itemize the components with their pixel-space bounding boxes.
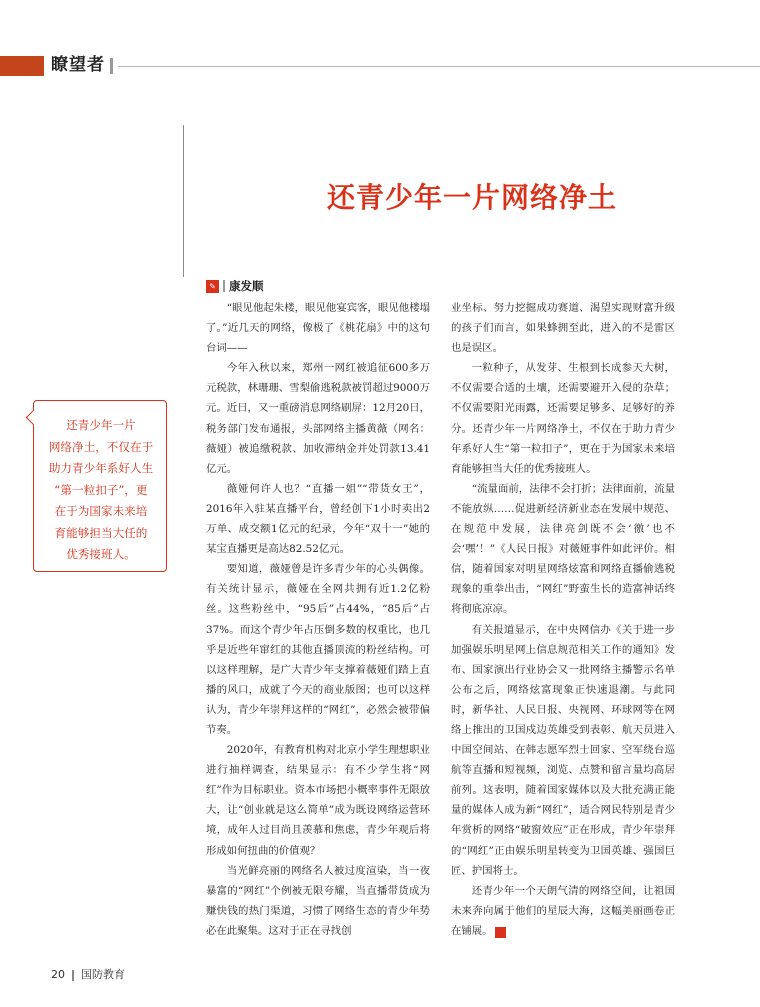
paragraph: 今年入秋以来，郑州一网红被追征600多万元税款，林珊珊、雪梨偷逃税款被罚超过9000万元。近日，又一重磅消息网络刷屏：12月20日，税务部门发布通报，头部网络主播黄薇（网名：薇娅）被追缴税款、加收滞纳金并处罚款13.41亿元。 <box>206 362 430 475</box>
pull-quote <box>33 400 167 572</box>
pull-quote-line: 助力青少年系好人生 <box>48 461 154 475</box>
byline <box>206 279 264 293</box>
pull-quote-line: 优秀接班人。 <box>66 547 136 561</box>
page-number: 20 <box>51 968 65 981</box>
pull-quote-line: 育能够担当大任的 <box>54 525 148 540</box>
paragraph: 业坐标、努力挖掘成功赛道、渴望实现财富升级的孩子们而言，如果蜂拥至此，进入的不是雷区也是误区。 <box>451 302 675 355</box>
section-name: 国防教育 <box>81 968 125 981</box>
pull-quote-line: 网络净土，不仅在于 <box>48 439 154 454</box>
paragraph: 一粒种子，从发芽、生根到长成参天大树，不仅需要合适的土壤，还需要避开入侵的杂草；不仅需要阳光雨露，还需要足够多、足够好的养分。还青少年一片网络净土，不仅在于助力青少年系好人生“第一粒扣子”，更在于为国家未来培育能够担当大任的优秀接班人。 <box>451 362 675 475</box>
article-column-left <box>206 298 430 941</box>
paragraph: 2020年，有教育机构对北京小学生理想职业进行抽样调查，结果显示：有不少学生将“网红”作为目标职业。资本市场把小概率事件无限放大，让“创业就是这么简单”成为既设网络运营环境，成年人过目尚且羡慕和焦虑，青少年观后将形成如何扭曲的价值观？ <box>206 744 430 857</box>
article-title: 还青少年一片网络净土 <box>326 181 617 214</box>
paragraph: “眼见他起朱楼，眼见他宴宾客，眼见他楼塌了。”近几天的网络，像极了《桃花扇》中的这句台词—— <box>206 302 430 355</box>
paragraph <box>451 881 675 941</box>
paragraph-text: 还青少年一个天朗气清的网络空间，让祖国未来奔向属于他们的星辰大海，这幅美丽画卷正在铺展。 <box>451 884 675 937</box>
pull-quote-line: “第一粒扣子”，更 <box>54 482 148 497</box>
paragraph: “流量面前，法律不会打折；法律面前，流量不能放纵……促进新经济新业态在发展中规范、在规范中发展，法律亮剑既不会‘徼’也不会‘嘿’！”《人民日报》对薇娅事件如此评价。相信，随着国家对明星网络炫富和网络直播偷逃税现象的重拳出击，“网红”野蛮生长的造富神话终将彻底凉凉。 <box>451 482 675 616</box>
end-mark-icon: G <box>495 927 506 938</box>
byline-separator <box>223 280 225 292</box>
page-footer <box>51 968 125 982</box>
footer-separator <box>72 970 74 981</box>
pen-icon: ✎ <box>206 280 219 293</box>
paragraph: 薇娅何许人也？“直播一姐”“带货女王”，2016年入驻某直播平台，曾经创下1小时卖出2万单、成交额1亿元的纪录，今年“双十一”她的某宝直播更是高达82.52亿元。 <box>206 482 430 556</box>
paragraph: 有关报道显示，在中央网信办《关于进一步加强娱乐明星网上信息规范相关工作的通知》发布、国家演出行业协会又一批网络主播警示名单公布之后，网络炫富现象正快速退潮。与此同时，新华社、人民日报、央视网、环球网等在网络上推出的卫国戍边英雄受到表彰、航天员进入中国空间站、在韩志愿军烈士回家、空军绕台巡航等直播和短视频，浏览、点赞和留言量均高居前列。这表明，随着国家媒体以及大批充满正能量的媒体人成为新“网红”，适合网民特别是青少年赏析的网络“破窗效应”正在形成，青少年崇拜的“网红”正由娱乐明星转变为卫国英雄、强国巨匠、护国将士。 <box>451 623 675 877</box>
header-accent-bar <box>0 56 44 76</box>
pull-quote-line: 还青少年一片 <box>66 418 136 432</box>
paragraph: 当光鲜亮丽的网络名人被过度渲染，当一夜暴富的“网红”个例被无限夸耀，当直播带货成为赚快钱的热门渠道，习惯了网络生态的青少年势必在此聚集。这对于正在寻找创 <box>206 864 430 937</box>
author-name: 康发顺 <box>229 279 264 293</box>
header-separator <box>110 58 113 74</box>
paragraph: 要知道，薇娅曾是许多青少年的心头偶像。有关统计显示，薇娅在全网共拥有近1.2亿粉丝。这些粉丝中，“95后”占44%，“85后”占37%。而这个青少年占压倒多数的权重比，也几乎是近些年窜红的其他直播顶流的粉丝结构。可以这样理解，是广大青少年支撑着薇娅们踏上直播的风口，成就了今天的商业版图；也可以这样认为，青少年崇拜这样的“网红”，必然会被带偏节奏。 <box>206 563 430 736</box>
pull-quote-line: 在于为国家未来培 <box>54 504 148 518</box>
header-rule <box>118 66 760 67</box>
magazine-name: 瞭望者 <box>51 55 105 75</box>
article-column-right <box>451 298 675 941</box>
